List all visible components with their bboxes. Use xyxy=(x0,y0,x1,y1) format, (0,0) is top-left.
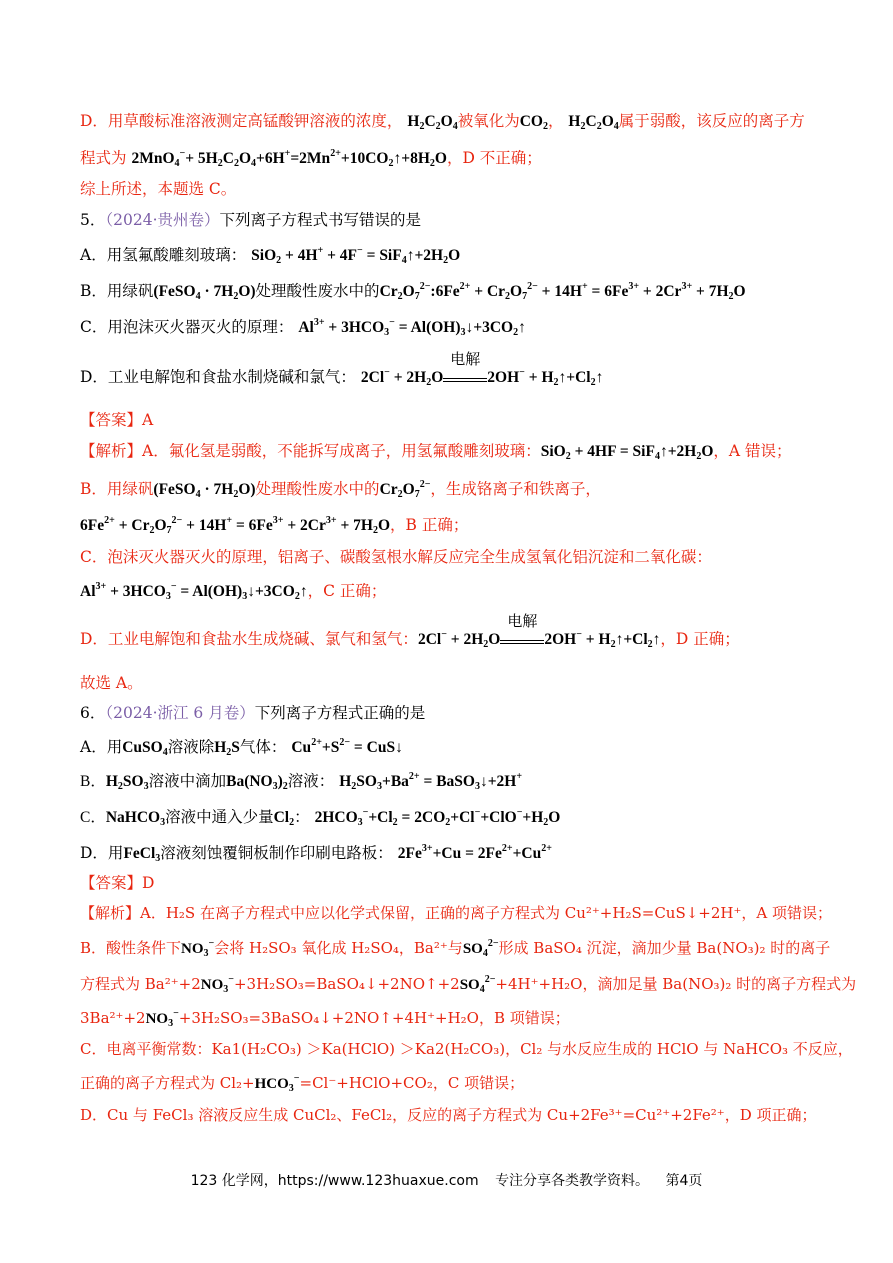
text: 方程式为 Ba²⁺+2 xyxy=(80,975,201,993)
text: 正确的离子方程式为 Cl₂+ xyxy=(80,1074,255,1092)
text: 溶液： xyxy=(287,772,335,790)
formula: $Al^{3+} + 3HCO_3^-$ = $Al(OH)_3↓+3CO_2↑$ xyxy=(80,581,308,602)
formula: $Cu^{2+}+S^{2-}$ = CuS↓ xyxy=(291,737,403,756)
option-letter: B． xyxy=(80,773,106,790)
formula: $Cr_2O_7^{2-}:6Fe^{2+} + Cr_2O_7^{2-} + 14H^+ = 6Fe^{3+} + 2Cr^{3+} + 7H_2O$ xyxy=(379,281,746,302)
formula: $Cr_2O_7^{2-}$ xyxy=(379,479,431,500)
text: ， xyxy=(547,112,564,130)
explanation-5-c2 xyxy=(80,582,386,602)
answer-5: 【答案】A xyxy=(80,411,154,429)
formula: $2HCO_3^-+Cl_2 = 2CO_2+Cl^-+ClO^-+H_2O$ xyxy=(314,807,561,828)
text: 属于弱酸，该反应的离子方 xyxy=(618,112,805,130)
text: 程式为 xyxy=(80,149,127,167)
formula: $NO_3^-$ xyxy=(145,1008,179,1029)
formula: $Ba(NO_3)_2$ xyxy=(226,773,288,792)
formula: $H_2SO_3+Ba^{2+}$ = BaSO$_3$↓+2H+ xyxy=(339,771,523,792)
text: +4H⁺+H₂O，滴加足量 Ba(NO₃)₂ 时的离子方程式为 xyxy=(495,975,857,993)
text: ，C 正确； xyxy=(307,582,387,600)
formula: $6Fe^{2+} + Cr_2O_7^{2-} + 14H^+ = 6Fe^{3+} + 2Cr^{3+} + 7H_2O$ xyxy=(80,515,391,536)
text: B．酸性条件下 xyxy=(80,939,182,957)
question-text: 下列离子方程式书写错误的是 xyxy=(219,211,422,229)
answer-6: 【答案】D xyxy=(80,874,155,892)
footer-slogan: 专注分享各类教学资料。 xyxy=(495,1173,650,1189)
question-5-option-a xyxy=(80,246,460,266)
explanation-5-b1 xyxy=(80,480,601,500)
text: D．用 xyxy=(80,844,124,862)
question-source: （2024·浙江 6 月卷） xyxy=(105,704,255,722)
question-6-option-d xyxy=(80,844,552,864)
question-source: （2024·贵州卷） xyxy=(105,211,220,229)
formula: $2Cl^- + 2H_2O$ 电解 $2OH^- + H_2↑+Cl_2↑$ xyxy=(360,352,604,388)
text: 会将 H₂SO₃ 氧化成 H₂SO₄，Ba²⁺与 xyxy=(214,939,463,957)
question-6-option-c xyxy=(80,808,560,828)
question-5-option-c xyxy=(80,318,526,338)
text: 溶液中滴加 xyxy=(148,772,227,790)
prev-option-d-line1 xyxy=(80,114,805,132)
formula: $Al^{3+} + 3HCO_3^-$ = $Al(OH)_3↓+3CO_2↑$ xyxy=(298,317,526,338)
text: D．用草酸标准溶液测定高锰酸钾溶液的浓度， xyxy=(80,112,403,130)
formula: $H_2C_2O_4$ xyxy=(407,113,458,132)
text: D．工业电解饱和食盐水生成烧碱、氯气和氢气： xyxy=(80,630,418,648)
text: B．用绿矾 xyxy=(80,282,154,300)
text: +3H₂SO₃=BaSO₄↓+2NO↑+2 xyxy=(233,975,460,993)
text: 处理酸性废水中的 xyxy=(255,480,380,498)
electrolysis-sign xyxy=(443,352,487,382)
text: 溶液刻蚀覆铜板制作印刷电路板： xyxy=(160,844,393,862)
explanation-5-b2 xyxy=(80,516,468,536)
explanation-6-b2 xyxy=(80,975,856,995)
question-5-stem xyxy=(80,213,421,229)
formula: NaHCO$_3$ xyxy=(105,809,166,828)
formula: $SO_4^{2-}$ xyxy=(462,938,499,959)
text: ，B 正确； xyxy=(390,516,469,534)
formula: $H_2SO_3$ xyxy=(105,773,149,792)
formula: CuSO$_4$ xyxy=(122,739,168,758)
text: =Cl⁻+HClO+CO₂，C 项错误； xyxy=(299,1074,525,1092)
question-text: 下列离子方程式正确的是 xyxy=(254,704,426,722)
formula: $CO_2$ xyxy=(519,113,548,132)
option-letter: C． xyxy=(80,809,106,826)
question-6-stem xyxy=(80,706,425,722)
question-5-option-b xyxy=(80,282,746,302)
text: 3Ba²⁺+2 xyxy=(80,1009,146,1027)
text: 气体： xyxy=(239,738,287,756)
formula: (FeSO$_4$ · $7H_2O$) xyxy=(153,481,256,500)
question-number: 5． xyxy=(80,211,106,229)
text: ： xyxy=(294,808,310,826)
text: 形成 BaSO₄ 沉淀，滴加少量 Ba(NO₃)₂ 时的离子 xyxy=(498,939,831,957)
explanation-5-d xyxy=(80,614,740,650)
question-number: 6． xyxy=(80,704,106,722)
footer-site: 123 化学网，https://www.123huaxue.com xyxy=(190,1173,479,1189)
explanation-6-d: D．Cu 与 FeCl₃ 溶液反应生成 CuCl₂、FeCl₂，反应的离子方程式为 Cu+2Fe³⁺=Cu²⁺+2Fe²⁺，D 项正确； xyxy=(80,1106,817,1124)
text: ，D 正确； xyxy=(660,630,740,648)
formula: $SiO_2 + 4HF = SiF_4↑+2H_2O$ xyxy=(540,443,714,462)
formula: $SiO_2 + 4H^+ + 4F^- = SiF_4↑+2H_2O$ xyxy=(251,245,461,266)
page-footer xyxy=(0,1170,893,1190)
explanation-6-a: 【解析】A．H₂S 在离子方程式中应以化学式保留，正确的离子方程式为 Cu²⁺+H₂S=CuS↓+2H⁺，A 项错误； xyxy=(80,904,833,922)
text: 处理酸性废水中的 xyxy=(255,282,380,300)
explanation-5-c1: C．泡沫灭火器灭火的原理，铝离子、碳酸氢根水解反应完全生成氢氧化铝沉淀和二氧化碳： xyxy=(80,548,712,566)
text: 溶液中通入少量 xyxy=(165,808,274,826)
page-number: 第4页 xyxy=(665,1173,703,1189)
formula: $HCO_3^-$ xyxy=(254,1073,300,1094)
text: B．用绿矾 xyxy=(80,480,154,498)
formula: FeCl$_3$ xyxy=(123,845,161,864)
formula: $NO_3^-$ xyxy=(200,974,234,995)
explanation-6-b3 xyxy=(80,1009,570,1029)
formula: (FeSO$_4$ · $7H_2O$) xyxy=(153,283,256,302)
formula: $SO_4^{2-}$ xyxy=(459,974,496,995)
text: 溶液除 xyxy=(167,738,215,756)
explanation-5-conclusion: 故选 A。 xyxy=(80,674,143,692)
formula: $H_2S$ xyxy=(214,739,240,758)
text: 电解 xyxy=(450,352,481,368)
question-6-option-a xyxy=(80,738,403,758)
text: ，D 不正确； xyxy=(446,149,542,167)
formula: $2Cl^- + 2H_2O$ 电解 $2OH^- + H_2↑+Cl_2↑$ xyxy=(417,614,661,650)
formula: $H_2C_2O_4$ xyxy=(568,113,619,132)
text: +3H₂SO₃=3BaSO₄↓+2NO↑+4H⁺+H₂O，B 项错误； xyxy=(178,1009,570,1027)
text: 【解析】A．氟化氢是弱酸，不能拆写成离子，用氢氟酸雕刻玻璃： xyxy=(80,442,541,460)
text: C．用泡沫灭火器灭火的原理： xyxy=(80,318,294,336)
explanation-6-c1: C．电离平衡常数：Ka1(H₂CO₃) ＞Ka(HClO) ＞Ka2(H₂CO₃)，Cl₂ 与水反应生成的 HClO 与 NaHCO₃ 不反应， xyxy=(80,1040,853,1058)
question-6-option-b xyxy=(80,772,522,792)
text: ，生成铬离子和铁离子， xyxy=(430,480,601,498)
prev-option-d-line2 xyxy=(80,149,542,169)
formula: $2Fe^{3+}+Cu = 2Fe^{2+}+Cu^{2+}$ xyxy=(397,843,552,862)
text: D．工业电解饱和食盐水制烧碱和氯气： xyxy=(80,368,356,386)
text: A．用 xyxy=(80,738,123,756)
text: 电解 xyxy=(507,614,538,630)
explanation-6-c2 xyxy=(80,1074,524,1094)
text: A．用氢氟酸雕刻玻璃： xyxy=(80,246,247,264)
formula: $Cl_2$ xyxy=(273,809,295,828)
formula: $NO_3^-$ xyxy=(181,938,215,959)
summary-line: 综上所述，本题选 C。 xyxy=(80,180,237,198)
formula: $2MnO_4^-+ 5H_2C_2O_4+6H^+=2Mn^{2+}+10CO_2↑+8H_2O$ xyxy=(131,148,447,169)
electrolysis-sign xyxy=(500,614,544,644)
explanation-5-a xyxy=(80,444,792,462)
question-5-option-d xyxy=(80,352,604,388)
explanation-6-b1 xyxy=(80,939,830,959)
text: 被氧化为 xyxy=(457,112,520,130)
text: ，A 错误； xyxy=(713,442,792,460)
